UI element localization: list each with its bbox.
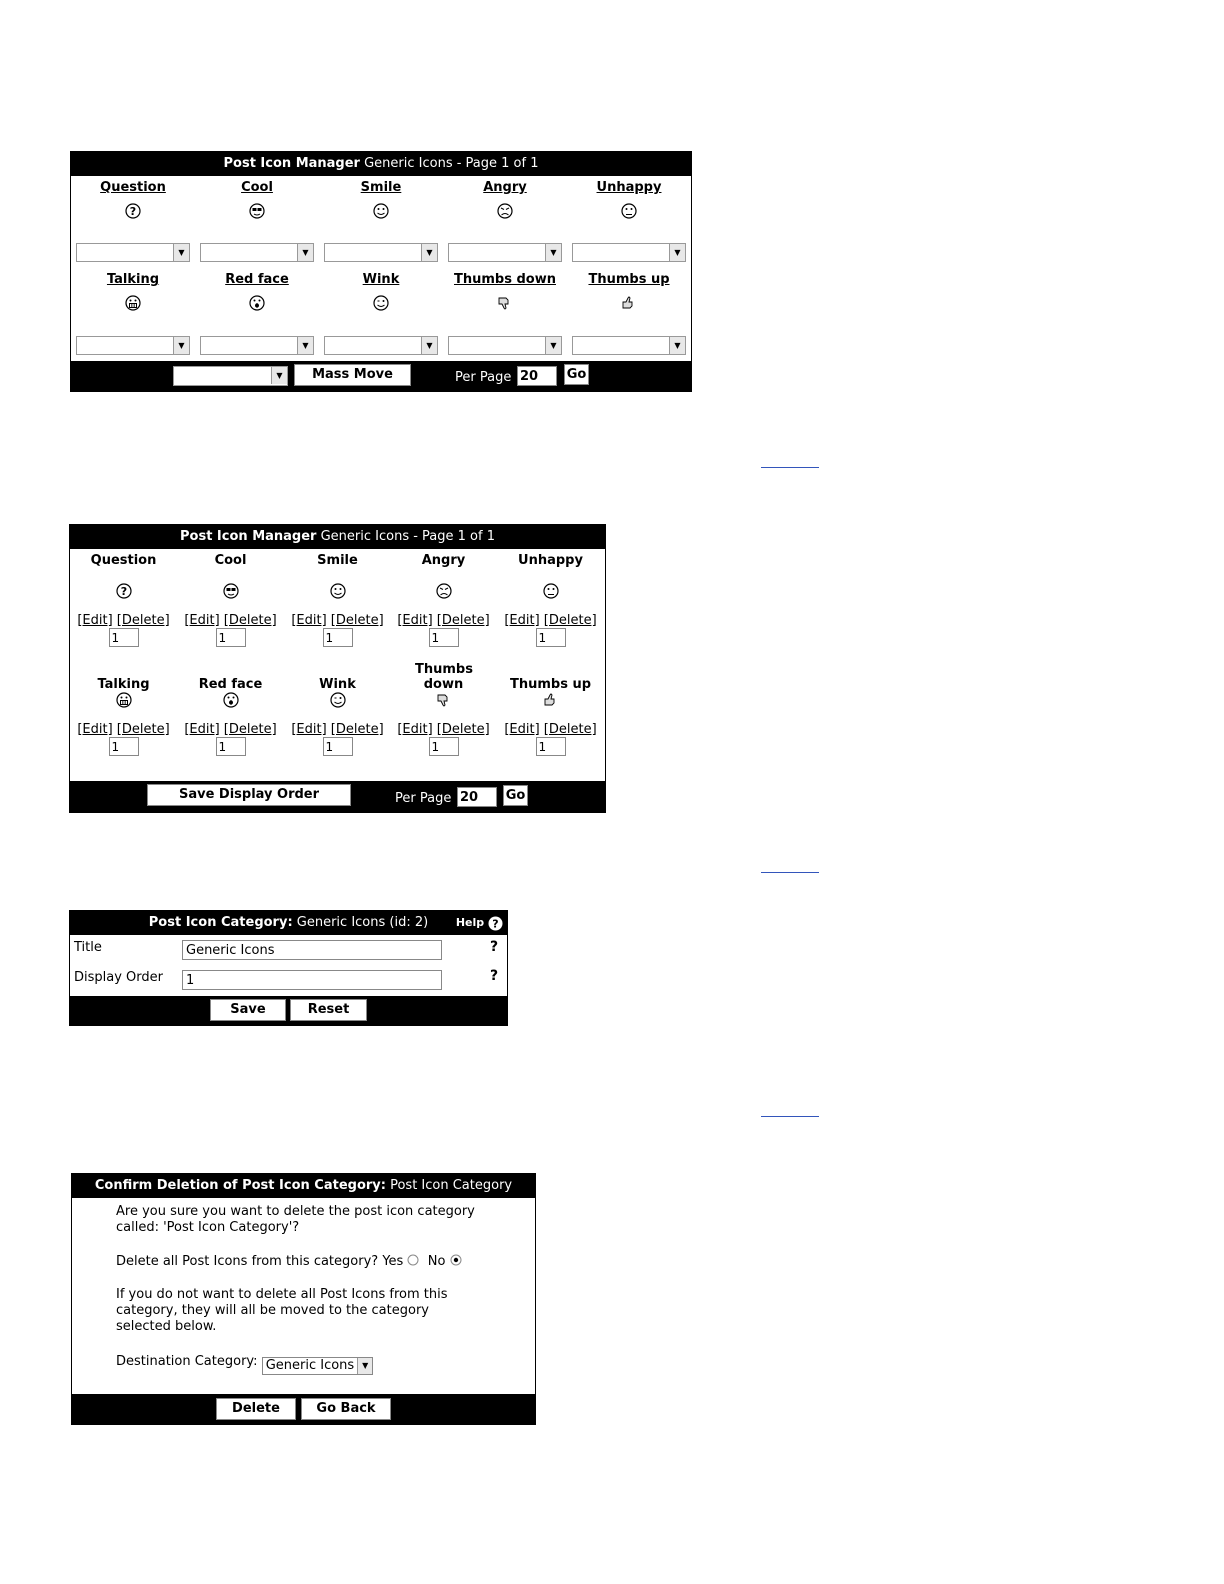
chevron-down-icon: ▼ <box>271 367 287 384</box>
edit-link[interactable]: [Edit] <box>504 722 540 737</box>
icon-cell <box>321 272 441 315</box>
svg-text:?: ? <box>120 585 127 598</box>
reset-button[interactable]: Reset <box>290 999 367 1021</box>
move-category-select[interactable] <box>448 336 562 355</box>
panel-title: Post Icon Category: <box>148 915 293 930</box>
wink-icon <box>330 692 346 711</box>
save-display-order-button[interactable]: Save Display Order <box>147 784 351 806</box>
top-link[interactable] <box>761 467 819 468</box>
chevron-down-icon: ▼ <box>357 1358 372 1374</box>
display-order-input[interactable] <box>536 737 566 756</box>
icon-name: Red face <box>198 677 263 692</box>
icon-name: Thumbs up <box>509 677 592 692</box>
icon-cell <box>284 553 391 647</box>
icon-cell <box>321 180 441 223</box>
delete-link[interactable]: [Delete] <box>543 613 597 628</box>
delete-link[interactable]: [Delete] <box>116 722 170 737</box>
delete-link[interactable]: [Delete] <box>223 613 277 628</box>
icon-cell <box>70 553 177 647</box>
help-link[interactable] <box>456 911 503 935</box>
thumbs-down-icon <box>436 692 452 711</box>
move-explanation <box>116 1287 448 1335</box>
thumbs-down-icon <box>497 295 513 314</box>
move-category-select[interactable] <box>572 243 686 262</box>
confirm-deletion-panel <box>71 1173 536 1425</box>
confirm-message <box>116 1204 475 1236</box>
chevron-down-icon: ▼ <box>545 244 561 261</box>
no-radio[interactable] <box>450 1254 462 1266</box>
chevron-down-icon: ▼ <box>421 337 437 354</box>
icon-cell <box>445 180 565 223</box>
display-order-input[interactable] <box>429 737 459 756</box>
icon-cell <box>284 662 391 756</box>
icon-name-link[interactable]: Wink <box>362 272 400 287</box>
unhappy-icon <box>621 203 637 222</box>
panel-title: Confirm Deletion of Post Icon Category: <box>94 1178 386 1193</box>
icon-cell <box>497 553 604 647</box>
angry-icon <box>436 583 452 602</box>
title-label: Title <box>74 940 102 955</box>
svg-text:?: ? <box>129 205 137 218</box>
display-order-input[interactable] <box>429 628 459 647</box>
icon-name-link[interactable]: Question <box>100 180 166 195</box>
icon-name: Thumbs down <box>415 662 473 692</box>
thumbs-up-icon <box>543 692 559 711</box>
per-page-input[interactable] <box>457 787 497 807</box>
mass-move-button[interactable]: Mass Move <box>294 364 411 386</box>
per-page-label: Per Page <box>395 791 452 806</box>
icon-name: Wink <box>319 677 356 692</box>
icon-name-link[interactable]: Thumbs up <box>588 272 670 287</box>
icon-name: Angry <box>421 553 466 568</box>
help-label: Help <box>455 916 485 929</box>
destination-row <box>116 1354 373 1375</box>
panel-header <box>70 525 605 549</box>
yes-radio[interactable] <box>407 1254 419 1266</box>
icon-cell <box>70 662 177 756</box>
edit-link[interactable]: [Edit] <box>77 722 113 737</box>
icon-cell <box>390 662 497 756</box>
save-button[interactable]: Save <box>210 999 286 1021</box>
icon-name-link[interactable]: Cool <box>241 180 273 195</box>
display-order-input[interactable] <box>109 737 139 756</box>
edit-link[interactable]: [Edit] <box>504 613 540 628</box>
panel-footer <box>71 361 691 391</box>
edit-link[interactable]: [Edit] <box>291 722 327 737</box>
destination-category-label: Destination Category: <box>116 1354 258 1369</box>
wink-icon <box>373 295 389 314</box>
display-order-help-mark[interactable]: ? <box>490 968 499 984</box>
talking-icon <box>125 295 141 314</box>
angry-icon <box>497 203 513 222</box>
move-category-select[interactable] <box>200 243 314 262</box>
delete-link[interactable]: [Delete] <box>116 613 170 628</box>
confirm-line-1: Are you sure you want to delete the post icon category <box>116 1204 475 1219</box>
icon-cell <box>569 180 689 223</box>
delete-link[interactable]: [Delete] <box>223 722 277 737</box>
delete-link[interactable]: [Delete] <box>436 722 490 737</box>
chevron-down-icon: ▼ <box>297 244 313 261</box>
delete-icons-question: Delete all Post Icons from this category? <box>116 1254 379 1269</box>
panel-footer <box>72 1394 535 1424</box>
destination-category-value: Generic Icons <box>265 1358 355 1373</box>
svg-text:?: ? <box>492 917 499 930</box>
panel-title: Post Icon Manager <box>223 156 360 171</box>
panel-title: Post Icon Manager <box>180 529 317 544</box>
icon-name-link[interactable]: Thumbs down <box>454 272 556 287</box>
icon-name: Unhappy <box>518 553 583 568</box>
icon-cell <box>73 180 193 223</box>
chevron-down-icon: ▼ <box>669 244 685 261</box>
delete-link[interactable]: [Delete] <box>330 613 384 628</box>
display-order-input[interactable] <box>216 737 246 756</box>
icon-cell <box>445 272 565 315</box>
yes-label: Yes <box>382 1254 404 1269</box>
delete-button[interactable]: Delete <box>216 1398 296 1420</box>
icon-cell <box>177 553 284 647</box>
icon-name-link[interactable]: Angry <box>483 180 527 195</box>
destination-category-select[interactable] <box>262 1357 374 1375</box>
post-icon-manager-move-panel <box>70 151 692 392</box>
chevron-down-icon: ▼ <box>173 244 189 261</box>
mass-move-select[interactable] <box>173 366 288 386</box>
help-icon <box>488 916 503 931</box>
cool-face-icon <box>249 203 265 222</box>
edit-link[interactable]: [Edit] <box>397 613 433 628</box>
red-face-icon <box>249 295 265 314</box>
chevron-down-icon: ▼ <box>421 244 437 261</box>
display-order-input[interactable] <box>323 628 353 647</box>
go-button[interactable]: Go <box>503 785 528 806</box>
icon-name: Question <box>90 553 157 568</box>
chevron-down-icon: ▼ <box>173 337 189 354</box>
icon-name: Talking <box>97 677 150 692</box>
icon-name-link[interactable]: Smile <box>360 180 402 195</box>
move-category-select[interactable] <box>572 336 686 355</box>
display-order-label: Display Order <box>74 970 163 985</box>
panel-subtitle: Generic Icons (id: 2) <box>292 915 429 930</box>
top-link[interactable] <box>761 1116 819 1117</box>
go-button[interactable]: Go <box>564 364 589 385</box>
display-order-input[interactable] <box>323 737 353 756</box>
no-label: No <box>427 1254 446 1269</box>
edit-link[interactable]: [Edit] <box>397 722 433 737</box>
icon-name: Cool <box>214 553 247 568</box>
icon-cell <box>390 553 497 647</box>
unhappy-icon <box>543 583 559 602</box>
chevron-down-icon: ▼ <box>297 337 313 354</box>
delete-link[interactable]: [Delete] <box>330 722 384 737</box>
display-order-input[interactable] <box>536 628 566 647</box>
icon-name-link[interactable]: Red face <box>225 272 289 287</box>
move-explanation-2: category, they will all be moved to the category <box>116 1303 429 1318</box>
panel-footer <box>70 996 507 1025</box>
edit-link[interactable]: [Edit] <box>184 722 220 737</box>
go-back-button[interactable]: Go Back <box>301 1398 391 1420</box>
edit-link[interactable]: [Edit] <box>291 613 327 628</box>
panel-subtitle: Generic Icons - Page 1 of 1 <box>359 156 539 171</box>
icon-cell <box>177 662 284 756</box>
post-icon-category-panel <box>69 910 508 1026</box>
icon-cell <box>569 272 689 315</box>
delete-icons-question-row <box>116 1254 462 1270</box>
panel-footer <box>70 781 605 812</box>
display-order-input[interactable] <box>182 970 442 990</box>
display-order-input[interactable] <box>109 628 139 647</box>
move-category-select[interactable] <box>324 336 438 355</box>
icon-name-link[interactable]: Talking <box>106 272 160 287</box>
delete-link[interactable]: [Delete] <box>543 722 597 737</box>
move-category-select[interactable] <box>76 336 190 355</box>
icon-name: Smile <box>317 553 358 568</box>
question-icon <box>125 203 141 222</box>
edit-link[interactable]: [Edit] <box>77 613 113 628</box>
title-input[interactable] <box>182 940 442 960</box>
smile-icon <box>330 583 346 602</box>
red-face-icon <box>223 692 239 711</box>
delete-link[interactable]: [Delete] <box>436 613 490 628</box>
move-category-select[interactable] <box>76 243 190 262</box>
panel-header <box>71 152 691 176</box>
icon-cell <box>497 662 604 756</box>
move-explanation-3: selected below. <box>116 1319 217 1334</box>
icon-cell <box>197 272 317 315</box>
talking-icon <box>116 692 132 711</box>
post-icon-manager-order-panel <box>69 524 606 813</box>
panel-subtitle: Post Icon Category <box>385 1178 513 1193</box>
panel-subtitle: Generic Icons - Page 1 of 1 <box>316 529 495 544</box>
per-page-label: Per Page <box>455 370 512 385</box>
cool-face-icon <box>223 583 239 602</box>
display-order-input[interactable] <box>216 628 246 647</box>
panel-header <box>70 911 507 935</box>
move-explanation-1: If you do not want to delete all Post Icons from this <box>116 1287 448 1302</box>
chevron-down-icon: ▼ <box>669 337 685 354</box>
chevron-down-icon: ▼ <box>545 337 561 354</box>
move-category-select[interactable] <box>200 336 314 355</box>
move-category-select[interactable] <box>324 243 438 262</box>
move-category-select[interactable] <box>448 243 562 262</box>
thumbs-up-icon <box>621 295 637 314</box>
icon-cell <box>73 272 193 315</box>
title-help-mark[interactable]: ? <box>490 939 499 955</box>
icon-name-link[interactable]: Unhappy <box>596 180 662 195</box>
edit-link[interactable]: [Edit] <box>184 613 220 628</box>
per-page-input[interactable] <box>517 366 557 386</box>
panel-header <box>72 1174 535 1198</box>
icon-cell <box>197 180 317 223</box>
question-icon <box>116 583 132 602</box>
top-link[interactable] <box>761 872 819 873</box>
confirm-line-2: called: 'Post Icon Category'? <box>116 1220 300 1235</box>
smile-icon <box>373 203 389 222</box>
